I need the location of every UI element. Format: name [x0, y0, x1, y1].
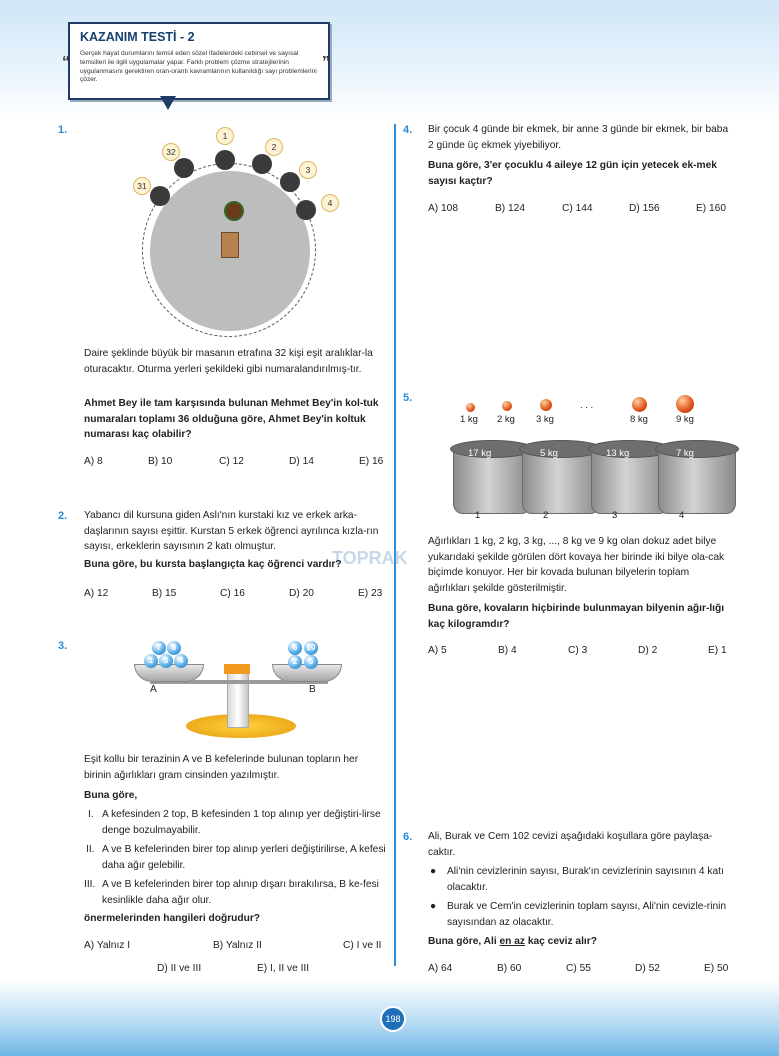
- ball-a: 4: [174, 654, 188, 668]
- q6-option-e[interactable]: E) 50: [704, 963, 729, 974]
- bucket-label: 1: [475, 510, 481, 521]
- q3-option-a[interactable]: A) Yalnız I: [84, 940, 131, 951]
- q6-option-b[interactable]: B) 60: [497, 963, 522, 974]
- table-center-box-icon: [221, 232, 239, 258]
- q1-option-b[interactable]: B) 10: [148, 456, 173, 467]
- q1-option-e[interactable]: E) 16: [359, 456, 384, 467]
- q4-number: 4.: [403, 124, 413, 136]
- statement-number: III.: [84, 879, 96, 890]
- page-number: 198: [380, 1006, 406, 1032]
- ball-b: 10: [304, 641, 318, 655]
- person-icon: [252, 154, 272, 174]
- table-center-plant-icon: [224, 201, 244, 221]
- scale-top-cap: [224, 664, 250, 674]
- ball-a: 7: [152, 641, 166, 655]
- q2-option-b[interactable]: B) 15: [152, 588, 177, 599]
- bucket-weight: 17 kg: [468, 448, 492, 459]
- q5-option-d[interactable]: D) 2: [638, 645, 658, 656]
- q5-option-e[interactable]: E) 1: [708, 645, 727, 656]
- q3-option-e[interactable]: E) I, II ve III: [257, 963, 310, 974]
- seat-label: 1: [216, 127, 234, 145]
- quote-open-icon: “: [62, 54, 70, 71]
- person-icon: [215, 150, 235, 170]
- person-icon: [296, 200, 316, 220]
- quote-close-icon: ”: [322, 54, 330, 71]
- q5-text: Ağırlıkları 1 kg, 2 kg, 3 kg, ..., 8 kg ve 9 kg olan dokuz adet bilye yukarıdaki şekilde görülen dört kovaya her birinde iki bilye ola-cak biçimde konuyor. Her bir kovada bulunan bilyelerin toplam ağırlıkları şekilde gösterilmiştir.: [428, 536, 725, 594]
- ball-a: 8: [167, 641, 181, 655]
- kazanim-box: [62, 22, 330, 100]
- seat-label: 4: [321, 194, 339, 212]
- q3-option-b[interactable]: B) Yalnız II: [213, 940, 262, 951]
- q6-option-a[interactable]: A) 64: [428, 963, 453, 974]
- q2-text: Yabancı dil kursuna giden Aslı'nın kurstaki kız ve erkek arka-daşlarının sayısı eşittir. Kurstan 5 erkek öğrenci ayrılınca kızla-rın sayısı, erkeklerin sayısının 2 katı olmuştur.: [84, 510, 379, 552]
- bucket-rim: [655, 440, 739, 458]
- q4-option-c[interactable]: C) 144: [562, 203, 593, 214]
- bullet-icon: ●: [430, 866, 437, 877]
- q5-question: Buna göre, kovaların hiçbirinde bulunmayan bilyenin ağır-lığı kaç kilogramdır?: [428, 603, 725, 630]
- ball-weight-label: 2 kg: [497, 414, 515, 425]
- ball-a: 1: [144, 654, 158, 668]
- speech-tail-icon: [160, 96, 176, 110]
- q6-option-c[interactable]: C) 55: [566, 963, 591, 974]
- q4-question: Buna göre, 3'er çocuklu 4 aileye 12 gün için yetecek ek-mek sayısı kaçtır?: [428, 160, 717, 187]
- q3-text: Eşit kollu bir terazinin A ve B kefelerinde bulunan topların her birinin ağırlıkları gram cinsinden yazılmıştır.: [84, 754, 359, 781]
- q6-question-post: kaç ceviz alır?: [525, 936, 597, 947]
- q5-option-a[interactable]: A) 5: [428, 645, 447, 656]
- statement-text: A ve B kefelerinden birer top alınıp dışarı bırakılırsa, B ke-fesi kesinlikle daha ağır olur.: [102, 879, 379, 906]
- q1-option-c[interactable]: C) 12: [219, 456, 244, 467]
- pan-b-label: B: [309, 684, 316, 695]
- q5-option-b[interactable]: B) 4: [498, 645, 517, 656]
- q4-option-d[interactable]: D) 156: [629, 203, 660, 214]
- page-title: KAZANIM TESTİ - 2: [80, 30, 195, 44]
- q2-question: Buna göre, bu kursta başlangıçta kaç öğrenci vardır?: [84, 559, 342, 570]
- bucket-weight: 7 kg: [676, 448, 694, 459]
- q6-condition: Burak ve Cem'in cevizlerinin toplam sayısı, Ali'nin cevizle-rinin sayısından az olacaktır.: [447, 901, 727, 928]
- seat-label: 3: [299, 161, 317, 179]
- ball-b: 5: [304, 655, 318, 669]
- person-icon: [150, 186, 170, 206]
- statement-text: A ve B kefelerinden birer top alınıp yerleri değiştirilirse, A kefesi daha ağır gelebilir.: [102, 844, 386, 871]
- bucket-weight: 13 kg: [606, 448, 630, 459]
- q5-number: 5.: [403, 392, 413, 404]
- q2-option-a[interactable]: A) 12: [84, 588, 109, 599]
- q4-option-e[interactable]: E) 160: [696, 203, 727, 214]
- weight-ball-icon: [676, 395, 694, 413]
- bucket-label: 2: [543, 510, 549, 521]
- weight-ball-icon: [502, 401, 512, 411]
- bucket-weight: 5 kg: [540, 448, 558, 459]
- q3-option-d[interactable]: D) II ve III: [157, 963, 202, 974]
- seat-label: 32: [162, 143, 180, 161]
- person-icon: [174, 158, 194, 178]
- bullet-icon: ●: [430, 901, 437, 912]
- ball-weight-label: 8 kg: [630, 414, 648, 425]
- q3-question: önermelerinden hangileri doğrudur?: [84, 913, 261, 924]
- column-divider: [394, 124, 396, 966]
- q1-number: 1.: [58, 124, 68, 136]
- ball-weight-label: 9 kg: [676, 414, 694, 425]
- bucket-label: 4: [679, 510, 685, 521]
- kazanim-description: Gerçek hayat durumlarını temsil eden sözel ifadelerdeki cebirsel ve sayısal temsilleri ile ilgili uygulamalar yapar. Farklı problem çözme stratejilerinin uygulanmasını gerektiren oran-orantı kavramlarının kullanıldığı sayı problemlerini çözer.: [80, 50, 317, 84]
- ball-b: 2: [288, 655, 302, 669]
- ellipsis: . . .: [580, 400, 594, 411]
- ball-a: 3: [159, 654, 173, 668]
- q2-number: 2.: [58, 510, 68, 522]
- statement-number: II.: [86, 844, 95, 855]
- q6-question: [428, 934, 597, 950]
- q2-option-c[interactable]: C) 16: [220, 588, 245, 599]
- q1-question: Ahmet Bey ile tam karşısında bulunan Mehmet Bey'in kol-tuk numaraları toplamı 36 olduğuna göre, Ahmet Bey'in koltuk numarası kaç olabilir?: [84, 398, 379, 440]
- ball-weight-label: 3 kg: [536, 414, 554, 425]
- q2-option-e[interactable]: E) 23: [358, 588, 383, 599]
- bucket-label: 3: [612, 510, 618, 521]
- q6-text: Ali, Burak ve Cem 102 cevizi aşağıdaki koşullara göre paylaşa-caktır.: [428, 831, 713, 858]
- q6-option-d[interactable]: D) 52: [635, 963, 660, 974]
- seat-label: 2: [265, 138, 283, 156]
- seat-label: 31: [133, 177, 151, 195]
- q6-condition: Ali'nin cevizlerinin sayısı, Burak'ın cevizlerinin sayısının 4 katı olacaktır.: [447, 866, 724, 893]
- q2-option-d[interactable]: D) 20: [289, 588, 314, 599]
- q1-option-a[interactable]: A) 8: [84, 456, 103, 467]
- person-icon: [280, 172, 300, 192]
- q6-number: 6.: [403, 831, 413, 843]
- weight-ball-icon: [632, 397, 647, 412]
- q5-option-c[interactable]: C) 3: [568, 645, 588, 656]
- q4-option-a[interactable]: A) 108: [428, 203, 459, 214]
- q6-question-emphasis: en az: [499, 936, 525, 947]
- ball-weight-label: 1 kg: [460, 414, 478, 425]
- q1-option-d[interactable]: D) 14: [289, 456, 314, 467]
- weight-ball-icon: [466, 403, 475, 412]
- q6-question-pre: Buna göre, Ali: [428, 936, 500, 947]
- q3-lead: Buna göre,: [84, 790, 138, 801]
- q4-text: Bir çocuk 4 günde bir ekmek, bir anne 3 günde bir ekmek, bir baba 2 günde üç ekmek yiyebiliyor.: [428, 124, 729, 151]
- q3-number: 3.: [58, 640, 68, 652]
- q3-option-c[interactable]: C) I ve II: [343, 940, 382, 951]
- publisher-watermark: TOPRAK: [332, 548, 408, 568]
- weight-ball-icon: [540, 399, 552, 411]
- q4-option-b[interactable]: B) 124: [495, 203, 526, 214]
- statement-number: I.: [88, 809, 94, 820]
- ball-b: 6: [288, 641, 302, 655]
- q1-text: Daire şeklinde büyük bir masanın etrafına 32 kişi eşit aralıklar-la oturacaktır. Oturma yerleri şekildeki gibi numaralandırılmış-tır.: [84, 348, 373, 375]
- pan-a-label: A: [150, 684, 157, 695]
- statement-text: A kefesinden 2 top, B kefesinden 1 top alınıp yer değiştiri-lirse denge bozulmayabilir.: [102, 809, 381, 836]
